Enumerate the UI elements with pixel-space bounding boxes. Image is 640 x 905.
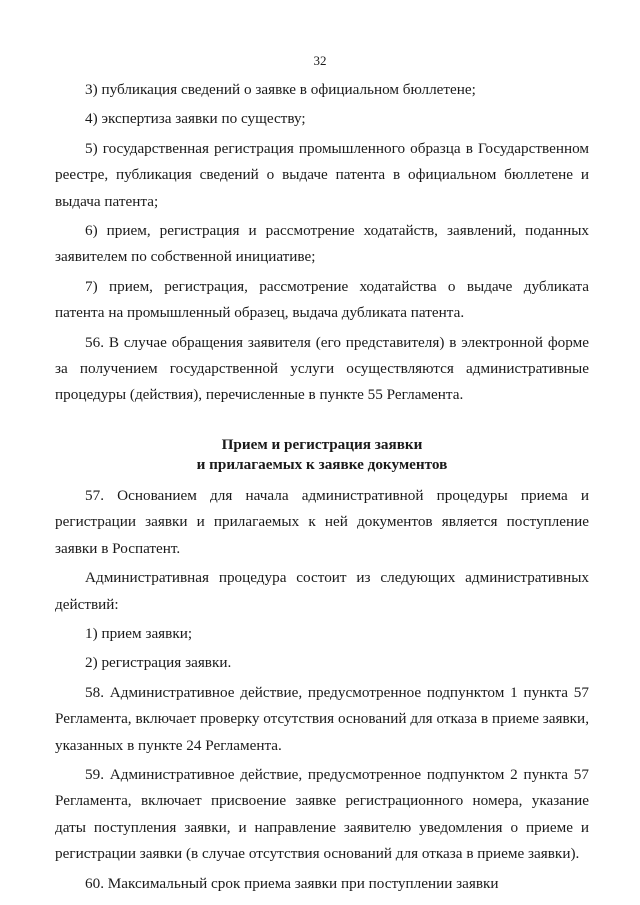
paragraph-procedure-composition: Административная процедура состоит из следующих административных действий: [55,569,589,613]
section-heading-line-1: Прием и регистрация заявки [221,435,423,453]
paragraph-59: 59. Административное действие, предусмотренное подпунктом 2 пункта 57 Регламента, включает присвоение заявке регистрационного номера, указание даты поступления заявки, и направление заявителю уведомления о приеме и регистрации заявки (в случае отсутствия оснований для отказа в приеме заявки). [55,765,589,863]
section-heading-line-2: и прилагаемых к заявке документов [196,455,448,473]
paragraph-action-1: 1) прием заявки; [85,624,193,642]
paragraph-item-3: 3) публикация сведений о заявке в официальном бюллетене; [85,81,476,98]
paragraph-item-5: 5) государственная регистрация промышленного образца в Государственном реестре, публикация сведений о выдаче патента в официальном бюллетене и выдача патента; [55,139,589,210]
paragraph-58: 58. Административное действие, предусмотренное подпунктом 1 пункта 57 Регламента, включает проверку отсутствия оснований для отказа в приеме заявки, указанных в пункте 24 Регламента. [55,683,589,754]
page-number: 32 [313,53,327,68]
paragraph-action-2: 2) регистрация заявки. [85,654,232,672]
paragraph-item-7: 7) прием, регистрация, рассмотрение ходатайства о выдаче дубликата патента на промышленный образец, выдача дубликата патента. [55,277,589,322]
paragraph-item-6: 6) прием, регистрация и рассмотрение ходатайств, заявлений, поданных заявителем по собственной инициативе; [55,222,589,266]
paragraph-60: 60. Максимальный срок приема заявки при поступлении заявки [85,874,499,892]
paragraph-item-4: 4) экспертиза заявки по существу; [85,110,306,128]
paragraph-56: 56. В случае обращения заявителя (его представителя) в электронной форме за получением государственной услуги осуществляются административные процедуры (действия), перечисленные в пункте 55 Регламента. [55,333,589,404]
document-body [55,77,589,900]
paragraph-57: 57. Основанием для начала административной процедуры приема и регистрации заявки и прилагаемых к ней документов является поступление заявки в Роспатент. [55,486,589,557]
section-heading [55,435,589,475]
